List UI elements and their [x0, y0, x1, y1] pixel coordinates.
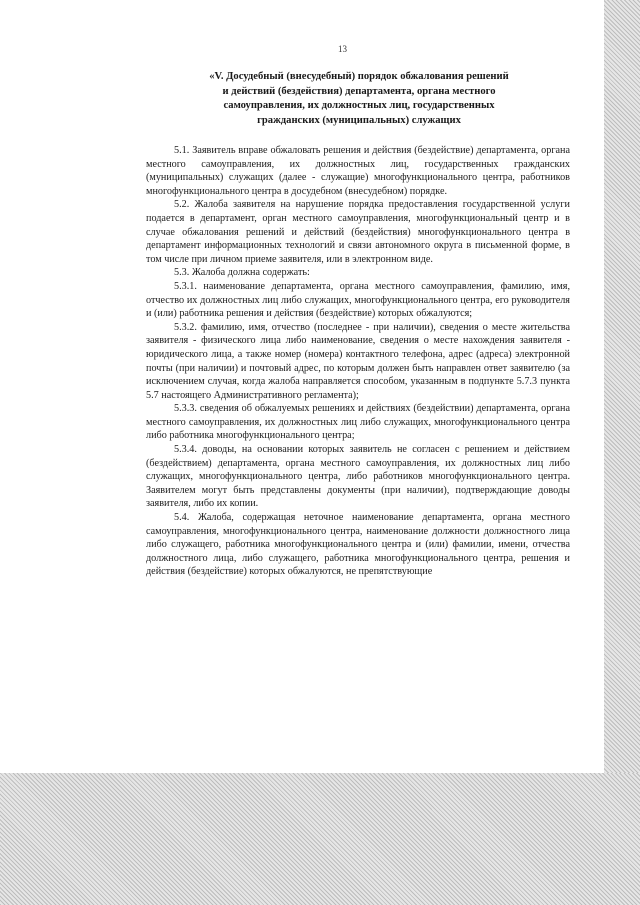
page-number: 13	[338, 44, 347, 54]
paragraph-5-3: 5.3. Жалоба должна содержать:	[174, 267, 310, 279]
section-heading	[146, 70, 572, 128]
section-heading-line-2: и действий (бездействия) департамента, органа местного	[222, 85, 496, 97]
section-heading-line-1: «V. Досудебный (внесудебный) порядок обжалования решений	[209, 71, 509, 82]
scan-border-bottom	[0, 773, 640, 905]
paragraph-5-4: 5.4. Жалоба, содержащая неточное наименование департамента, органа местного самоуправления, многофункционального центра, наименование должности должностного лица либо служащего, работника многофункционального центра и (или) фамилии, имени, отчества должностного лица, либо служащего, работника многофункционального центра, решения и действия (бездействие) которых обжалуются, не препятствующие	[146, 512, 570, 578]
paragraph-5-3-4: 5.3.4. доводы, на основании которых заявитель не согласен с решением и действием (бездействием) департамента, органа местного самоуправления, их должностных лиц либо служащих, многофункционального центра, либо работников многофункционального центра. Заявителем могут быть представлены документы (при наличии), подтверждающие доводы заявителя, либо их копии.	[146, 444, 570, 510]
section-heading-line-4: гражданских (муниципальных) служащих	[257, 114, 461, 126]
paragraph-5-2: 5.2. Жалоба заявителя на нарушение порядка предоставления государственной услуги подается в департамент, орган местного самоуправления, многофункциональный центр и в случае обжалования решений и действий (бездействия) многофункционального центра в департамент информационных технологий и связи автономного округа в письменной форме, в том числе при личном приеме заявителя, или в электронном виде.	[146, 199, 570, 265]
paragraph-5-3-2: 5.3.2. фамилию, имя, отчество (последнее - при наличии), сведения о месте жительства заявителя - физического лица либо наименование, сведения о месте нахождения заявителя - юридического лица, а также номер (номера) контактного телефона, адрес (адреса) электронной почты (при наличии) и почтовый адрес, по которым должен быть направлен ответ заявителю (за исключением случая, когда жалоба направляется способом, указанным в подпункте 5.7.3 пункта 5.7 настоящего Административного регламента);	[146, 321, 570, 401]
section-heading-line-3: самоуправления, их должностных лиц, государственных	[223, 100, 495, 111]
paragraph-5-3-1: 5.3.1. наименование департамента, органа местного самоуправления, фамилию, имя, отчество их должностных лиц либо служащих, многофункционального центра, его руководителя и (или) работника решения и действия (бездействие) которых обжалуются;	[146, 280, 570, 320]
scan-border-right	[604, 0, 640, 905]
paragraph-5-1: 5.1. Заявитель вправе обжаловать решения и действия (бездействие) департамента, органа местного самоуправления, их должностных лиц, государственных гражданских (муниципальных) служащих (далее - служащие) многофункционального центра, работников многофункционального центра в досудебном (внесудебном) порядке.	[146, 145, 570, 197]
document-body	[146, 144, 570, 579]
paragraph-5-3-3: 5.3.3. сведения об обжалуемых решениях и действиях (бездействии) департамента, органа местного самоуправления, их должностных лиц либо служащих, многофункционального центра либо работника многофункционального центра;	[146, 403, 570, 442]
